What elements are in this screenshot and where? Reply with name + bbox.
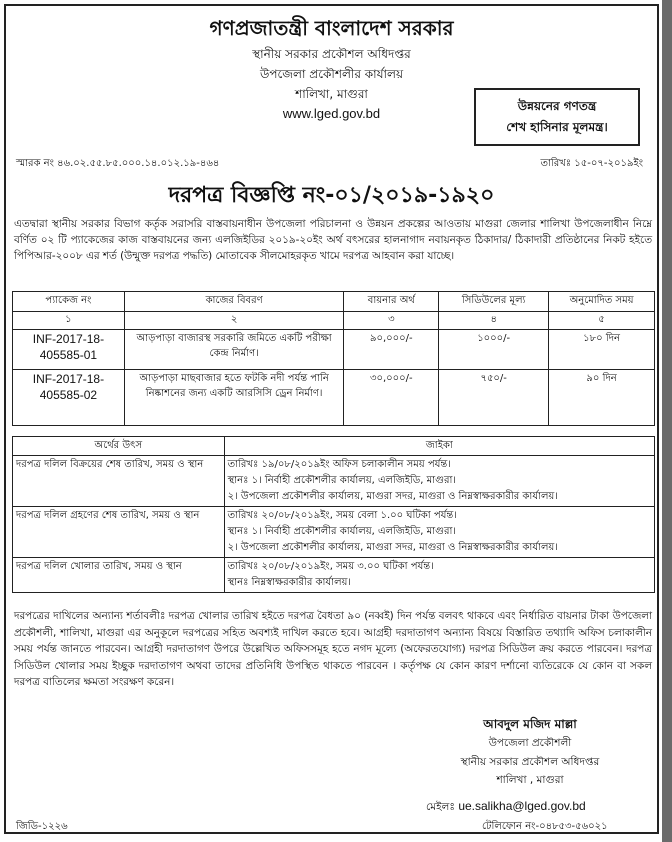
column-number: ৫ <box>549 312 655 330</box>
schedule-line: স্থানঃ ১। নির্বাহী প্রকৌশলীর কার্যালয়, এলজিইডি, মাগুরা। <box>227 475 456 486</box>
office-location: শালিখা, মাগুরা <box>295 87 368 101</box>
slogan-line-2: শেখ হাসিনার মূলমন্ত্র। <box>506 120 608 134</box>
phone-number: টেলিফোন নং-০৪৮৫৩-৫৬০২১ <box>482 821 608 832</box>
office-name: উপজেলা প্রকৌশলীর কার্যালয় <box>259 67 404 81</box>
slogan-box <box>474 88 640 146</box>
page-edge-shadow <box>662 0 672 842</box>
column-number: ৩ <box>344 312 439 330</box>
schedule-details <box>224 507 654 558</box>
work-description: আড়পাড়া মাছবাজার হতে ফটকি নদী পর্যন্ত পানি নিষ্কাশনের জন্য একটি আরসিসি ড্রেন নির্মাণ। <box>124 370 344 426</box>
intro-paragraph: এতদ্বারা স্থানীয় সরকার বিভাগ কর্তৃক সরাসরি বাস্তবায়নাধীন উপজেলা পরিচালনা ও উন্নয়ন প্রকল্পের আওতায় মাগুরা জেলার শালিখা উপজেলাধীন নিম্নে বর্ণিত ০২ টি প্যাকেজের কাজ বাস্তবায়নের জন্য এলজিইডির ২০১৯-২০ইং অর্থ বৎসরের হালনাগাদ নবায়নকৃত ঠিকাদার/ ঠিকাদারী প্রতিষ্ঠানের নিকট হইতে পিপিআর-২০০৮ এর শর্ত (উন্মুক্ত দরপত্র পদ্ধতি) মোতাবেক সীলমোহরকৃত খামে দরপত্র আহবান করা যাচ্ছে। <box>14 218 652 262</box>
schedule-line: ২। উপজেলা প্রকৌশলীর কার্যালয়, মাগুরা সদর, মাগুরা ও নিম্নস্বাক্ষরকারীর কার্যালয়। <box>227 491 558 502</box>
gd-number: জিডি-১২২৬ <box>16 821 68 832</box>
table-row <box>13 330 655 370</box>
table-row <box>13 558 655 593</box>
signatory-designation: উপজেলা প্রকৌশলী <box>488 737 572 749</box>
schedule-line: তারিখঃ ২০/০৮/২০১৯ইং, সময় ৩.০০ ঘটিকা পর্যন্ত। <box>227 561 434 572</box>
package-code: INF-2017-18-405585-02 <box>13 370 125 426</box>
schedule-line: ২। উপজেলা প্রকৌশলীর কার্যালয়, মাগুরা সদর, মাগুরা ও নিম্নস্বাক্ষরকারীর কার্যালয়। <box>227 542 558 553</box>
table-row <box>13 370 655 426</box>
schedule-label: দরপত্র দলিল খোলার তারিখ, সময় ও স্থান <box>13 558 225 593</box>
memo-number: স্মারক নং ৪৬.০২.৫৫.৮৫.০০০.১৪.০১২.১৯-৪৬৪ <box>16 158 220 169</box>
schedule-details <box>224 456 654 507</box>
header-description: কাজের বিবরণ <box>124 292 344 312</box>
schedule-line: তারিখঃ ২০/০৮/২০১৯ইং, সময় বেলা ১.০০ ঘটিকা পর্যন্ত। <box>227 510 457 521</box>
notice-title: দরপত্র বিজ্ঞপ্তি নং-০১/২০১৯-১৯২০ <box>168 183 495 208</box>
header-time: অনুমোদিত সময় <box>549 292 655 312</box>
table-row <box>13 456 655 507</box>
email-label: মেইলঃ <box>426 801 455 813</box>
header-earnest: বায়নার অর্থ <box>344 292 439 312</box>
email-address[interactable]: ue.salikha@lged.gov.bd <box>458 799 586 813</box>
schedule-label: দরপত্র দলিল গ্রহণের শেষ তারিখ, সময় ও স্থান <box>13 507 225 558</box>
header-schedule-price: সিডিউলের মূল্য <box>439 292 549 312</box>
email-line <box>426 799 586 817</box>
schedule-line: স্থানঃ ১। নির্বাহী প্রকৌশলীর কার্যালয়, এলজিইডি, মাগুরা। <box>227 526 456 537</box>
schedule-label: দরপত্র দলিল বিক্রয়ের শেষ তারিখ, সময় ও স্থান <box>13 456 225 507</box>
signatory-department: স্থানীয় সরকার প্রকৌশল অধিদপ্তর <box>460 756 600 768</box>
column-number: ১ <box>13 312 125 330</box>
slogan-line-1: উন্নয়নের গণতন্ত্র <box>517 99 597 113</box>
schedule-line: তারিখঃ ১৯/০৮/২০১৯ইং অফিস চলাকালীন সময় পর্যন্ত। <box>227 459 451 470</box>
website-link[interactable]: www.lged.gov.bd <box>282 106 381 121</box>
column-number: ২ <box>124 312 344 330</box>
work-description: আড়পাড়া বাজারস্থ সরকারি জমিতে একটি পরীক্ষা কেন্দ্র নির্মাণ। <box>124 330 344 370</box>
signatory-location: শালিখা , মাগুরা <box>496 774 564 786</box>
column-number: ৪ <box>439 312 549 330</box>
fund-source-value: জাইকা <box>224 437 654 456</box>
schedule-details <box>224 558 654 593</box>
approved-time: ১৮০ দিন <box>549 330 655 370</box>
department-name: স্থানীয় সরকার প্রকৌশল অধিদপ্তর <box>252 47 411 61</box>
approved-time: ৯০ দিন <box>549 370 655 426</box>
earnest-amount: ৯০,০০০/- <box>344 330 439 370</box>
package-code: INF-2017-18-405585-01 <box>13 330 125 370</box>
packages-table <box>12 291 655 426</box>
notice-date: তারিখঃ ১৫-০৭-২০১৯ইং <box>540 158 643 169</box>
signatory-name: আবদুল মজিদ মাল্লা <box>483 717 577 731</box>
fund-source-label: অর্থের উৎস <box>13 437 225 456</box>
table-header-row <box>13 292 655 312</box>
government-heading: গণপ্রজাতন্ত্রী বাংলাদেশ সরকার <box>209 16 454 40</box>
tender-notice-document <box>4 4 659 834</box>
schedule-price: ১০০০/- <box>439 330 549 370</box>
schedule-price: ৭৫০/- <box>439 370 549 426</box>
conditions-paragraph: দরপত্রের দাখিলের অন্যান্য শর্তাবলীঃ দরপত্র খোলার তারিখ হইতে দরপত্র বৈধতা ৯০ (নব্বই) দিন পর্যন্ত বলবৎ থাকবে এবং নির্ধারিত বায়নার টাকা উপজেলা প্রকৌশলী, শালিখা, মাগুরা এর অনুকূলে দরপত্রের সহিত অবশ্যই দাখিল করতে হবে। আগ্রহী দরদাতাগণ অন্যান্য বিষয়ে বিস্তারিত তথ্যাদি অফিস চলাকালীন সময় পর্যন্ত জানতে পারবেন। আগ্রহী দরদাতাগণ উপরে উল্লেখিত অফিসসমূহ হতে নগদ মূল্যে (অফেরতযোগ্য) দরপত্র সিডিউল ক্রয় করতে পারবেন। দরপত্র সিডিউল খোলার সময় ইচ্ছুক দরদাতাগণ অথবা তাদের প্রতিনিধি উপস্থিত থাকতে পারবেন । কর্তৃপক্ষ যে কোন কারণ দর্শানো ব্যতিরেকে যে কোন বা সকল দরপত্র বাতিলের ক্ষমতা সংরক্ষণ করেন। <box>14 610 652 688</box>
fund-source-row <box>13 437 655 456</box>
column-number-row <box>13 312 655 330</box>
earnest-amount: ৩০,০০০/- <box>344 370 439 426</box>
schedule-line: স্থানঃ নিম্নস্বাক্ষরকারীর কার্যালয়। <box>227 577 352 588</box>
schedule-table <box>12 436 655 593</box>
table-row <box>13 507 655 558</box>
header-package: প্যাকেজ নং <box>13 292 125 312</box>
